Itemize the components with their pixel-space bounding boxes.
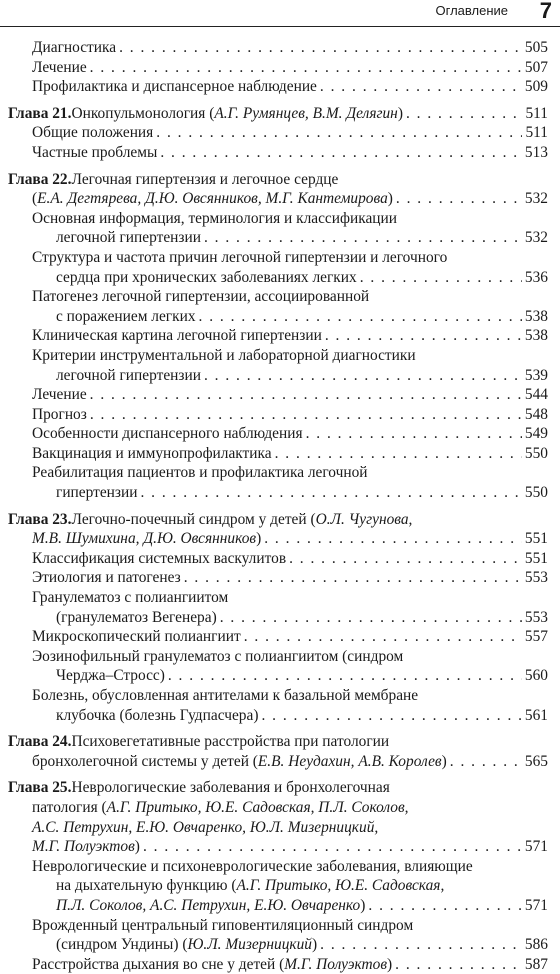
- author-names: Е.В. Неудахин, А.В. Королев: [257, 752, 442, 770]
- toc-page-number: 509: [524, 78, 548, 96]
- chapter-label: Глава 23.: [8, 510, 72, 528]
- toc-page-number: 538: [524, 307, 548, 325]
- dot-leader: [168, 666, 522, 686]
- toc-chapter-entry[interactable]: [8, 104, 548, 124]
- toc-page-number: 586: [524, 936, 548, 954]
- toc-line: [32, 424, 548, 444]
- toc-line: [32, 463, 548, 483]
- toc-section-entry[interactable]: [32, 857, 548, 916]
- toc-section-entry[interactable]: [32, 955, 548, 974]
- entry-title-text: Лечение: [32, 386, 87, 404]
- toc-line: [32, 58, 548, 78]
- toc-section-entry[interactable]: [32, 424, 548, 444]
- toc-line: [32, 588, 548, 608]
- toc-section-entry[interactable]: [32, 123, 548, 143]
- entry-title-text: Профилактика и диспансерное наблюдение: [32, 78, 317, 96]
- toc-line: [32, 647, 548, 667]
- toc-line: [32, 307, 548, 327]
- entry-title-text: патология (: [32, 798, 107, 816]
- chapter-label: Глава 25.: [8, 779, 72, 797]
- toc-line: [32, 248, 548, 268]
- toc-chapter-entry[interactable]: [8, 778, 548, 856]
- entry-title-text: клубочка (болезнь Гудпасчера): [56, 706, 259, 724]
- table-of-contents: [8, 38, 548, 974]
- toc-page-number: 560: [524, 667, 548, 685]
- toc-chapter-entry[interactable]: [8, 170, 548, 209]
- dot-leader: [450, 752, 522, 772]
- author-names: М.В. Шумихина, Д.Ю. Овсянников: [32, 530, 257, 548]
- toc-section-entry[interactable]: [32, 38, 548, 58]
- toc-page-number: 532: [524, 190, 548, 208]
- chapter-label: Глава 24.: [8, 733, 72, 751]
- dot-leader: [406, 104, 523, 124]
- author-names: М.Г. Полуэктов: [284, 955, 388, 973]
- author-names: Е.А. Дегтярева, Д.Ю. Овсянников, М.Г. Кантемирова: [37, 190, 388, 208]
- toc-line: [32, 143, 548, 163]
- toc-section-entry[interactable]: [32, 58, 548, 78]
- toc-page-number: 511: [525, 104, 548, 122]
- toc-section-entry[interactable]: [32, 143, 548, 163]
- toc-section-entry[interactable]: [32, 77, 548, 97]
- toc-page-number: 532: [524, 229, 548, 247]
- toc-section-entry[interactable]: [32, 385, 548, 405]
- toc-page-number: 571: [524, 838, 548, 856]
- toc-page-number: 557: [524, 628, 548, 646]
- entry-title-text: Клиническая картина легочной гипертензии: [32, 327, 322, 345]
- dot-leader: [395, 955, 522, 974]
- toc-section-entry[interactable]: [32, 686, 548, 725]
- dot-leader: [220, 608, 522, 628]
- entry-title-text: Классификация системных васкулитов: [32, 549, 287, 567]
- entry-title-text: Черджа–Стросс): [56, 667, 165, 685]
- dot-leader: [360, 268, 522, 288]
- entry-title-text: Неврологические заболевания и бронхолегочная: [71, 779, 390, 797]
- toc-chapter-entry[interactable]: [8, 510, 548, 549]
- toc-line: [8, 510, 548, 530]
- entry-title-text: Структура и частота причин легочной гипертензии и легочного: [32, 248, 448, 266]
- toc-page-number: 513: [524, 143, 548, 161]
- entry-title-text: Реабилитация пациентов и профилактика легочной: [32, 464, 368, 482]
- dot-leader: [368, 896, 522, 916]
- entry-title-text: Неврологические и психоневрологические заболевания, влияющие: [32, 857, 473, 875]
- entry-title-text: Патогенез легочной гипертензии, ассоциированной: [32, 288, 370, 306]
- toc-section-entry[interactable]: [32, 287, 548, 326]
- toc-page-number: 587: [524, 955, 548, 973]
- toc-section-entry[interactable]: [32, 326, 548, 346]
- toc-line: [32, 405, 548, 425]
- running-title: Оглавление: [435, 3, 508, 18]
- dot-leader: [396, 189, 522, 209]
- toc-section-entry[interactable]: [32, 916, 548, 955]
- toc-page-number: 550: [524, 484, 548, 502]
- dot-leader: [261, 706, 521, 726]
- author-names: П.Л. Соколов, А.С. Петрухин, Е.Ю. Овчаренко: [56, 896, 361, 914]
- chapter-label: Глава 22.: [8, 170, 72, 188]
- entry-title-text: (: [32, 190, 38, 208]
- toc-section-entry[interactable]: [32, 463, 548, 502]
- toc-page-number: 550: [524, 444, 548, 462]
- running-header: [0, 0, 560, 27]
- dot-leader: [160, 143, 522, 163]
- dot-leader: [320, 77, 522, 97]
- toc-page-number: 571: [524, 896, 548, 914]
- entry-title-text: Вакцинация и иммунопрофилактика: [32, 444, 272, 462]
- toc-line: [8, 837, 548, 857]
- toc-page-number: 507: [524, 58, 548, 76]
- toc-page-number: 553: [524, 569, 548, 587]
- toc-section-entry[interactable]: [32, 248, 548, 287]
- dot-leader: [156, 123, 522, 143]
- toc-line: [8, 818, 548, 838]
- toc-line: [32, 228, 548, 248]
- toc-line: [32, 568, 548, 588]
- toc-page-number: 565: [524, 752, 548, 770]
- entry-title-text: Легочно-почечный синдром у детей (: [71, 510, 316, 528]
- toc-line: [32, 955, 548, 974]
- dot-leader: [184, 568, 522, 588]
- toc-section-entry[interactable]: [32, 647, 548, 686]
- toc-line: [32, 876, 548, 896]
- dot-leader: [199, 307, 522, 327]
- entry-title-text: Психовегетативные расстройства при патологии: [71, 733, 390, 751]
- toc-section-entry[interactable]: [32, 209, 548, 248]
- dot-leader: [204, 366, 522, 386]
- toc-line: [32, 366, 548, 386]
- toc-section-entry[interactable]: [32, 444, 548, 464]
- toc-line: [32, 77, 548, 97]
- toc-page-number: 553: [524, 608, 548, 626]
- entry-title-text: Особенности диспансерного наблюдения: [32, 425, 303, 443]
- entry-title-text: сердца при хронических заболеваниях легких: [56, 268, 357, 286]
- toc-line: [8, 529, 548, 549]
- entry-title-text: ): [360, 896, 366, 914]
- page-number: 7: [539, 0, 552, 23]
- entry-title-text: Болезнь, обусловленная антителами к базальной мембране: [32, 687, 419, 704]
- author-names: М.Г. Полуэктов: [32, 838, 135, 856]
- entry-title-text: Прогноз: [32, 405, 87, 423]
- toc-line: [32, 326, 548, 346]
- dot-leader: [320, 935, 522, 955]
- toc-line: [8, 104, 548, 124]
- author-names: А.Г. Притыко, Ю.Е. Садовская, П.Л. Соколов,: [106, 798, 409, 816]
- entry-title-text: Легочная гипертензия и легочное сердце: [71, 170, 339, 188]
- toc-line: [32, 346, 548, 366]
- dot-leader: [90, 58, 522, 78]
- toc-chapter-entry[interactable]: [8, 732, 548, 771]
- dot-leader: [244, 627, 522, 647]
- entry-title-text: ): [134, 838, 140, 856]
- entry-title-text: Эозинофильный гранулематоз с полиангиитом (синдром: [32, 647, 404, 665]
- dot-leader: [204, 228, 522, 248]
- entry-title-text: ): [387, 955, 393, 973]
- dot-leader: [143, 837, 522, 857]
- toc-section-entry[interactable]: [32, 627, 548, 647]
- toc-line: [32, 935, 548, 955]
- toc-line: [32, 916, 548, 936]
- toc-page-number: 549: [524, 425, 548, 443]
- dot-leader: [90, 405, 522, 425]
- toc-line: [32, 287, 548, 307]
- toc-section-entry[interactable]: [32, 549, 548, 569]
- toc-page-number: 551: [524, 530, 548, 548]
- entry-title-text: Этиология и патогенез: [32, 569, 181, 587]
- dot-leader: [289, 549, 522, 569]
- toc-page-number: 505: [524, 39, 548, 56]
- entry-title-text: ): [256, 530, 262, 548]
- toc-line: [32, 268, 548, 288]
- toc-line: [32, 627, 548, 647]
- entry-title-text: Гранулематоз с полиангиитом: [32, 589, 229, 607]
- entry-title-text: ): [311, 936, 318, 954]
- entry-title-text: Диагностика: [32, 39, 117, 56]
- toc-section-entry[interactable]: [32, 588, 548, 627]
- toc-section-entry[interactable]: [32, 405, 548, 425]
- toc-line: [8, 752, 548, 772]
- author-names: А.С. Петрухин, Е.Ю. Овчаренко, Ю.Л. Мизерницкий,: [32, 818, 379, 836]
- toc-section-entry[interactable]: [32, 346, 548, 385]
- toc-line: [32, 608, 548, 628]
- dot-leader: [119, 38, 522, 58]
- entry-title-text: Расстройства дыхания во сне у детей (: [32, 955, 285, 973]
- toc-line: [32, 483, 548, 503]
- entry-title-text: Критерии инструментальной и лабораторной диагностики: [32, 346, 416, 364]
- toc-line: [32, 385, 548, 405]
- toc-line: [32, 896, 548, 916]
- toc-page-number: 538: [524, 327, 548, 345]
- toc-line: [32, 209, 548, 229]
- toc-line: [32, 706, 548, 726]
- chapter-label: Глава 21.: [8, 104, 72, 122]
- entry-title-text: Основная информация, терминология и классификации: [32, 209, 397, 227]
- entry-title-text: ): [387, 190, 393, 208]
- entry-title-text: с поражением легких: [56, 307, 196, 325]
- dot-leader: [140, 483, 521, 503]
- toc-section-entry[interactable]: [32, 568, 548, 588]
- entry-title-text: Общие положения: [32, 124, 154, 142]
- author-names: О.Л. Чугунова,: [315, 510, 413, 528]
- entry-title-text: Онкопульмонология (: [71, 104, 215, 122]
- dot-leader: [90, 385, 522, 405]
- toc-page-number: 539: [524, 366, 548, 384]
- entry-title-text: Врожденный центральный гиповентиляционный синдром: [32, 916, 414, 934]
- toc-line: [8, 732, 548, 752]
- author-names: Ю.Л. Мизерницкий: [187, 936, 312, 954]
- toc-page-number: 548: [524, 405, 548, 423]
- author-names: А.Г. Румянцев, В.М. Делягин: [214, 104, 398, 122]
- dot-leader: [264, 529, 522, 549]
- entry-title-text: бронхолегочной системы у детей (: [32, 752, 258, 770]
- toc-line: [32, 686, 548, 706]
- toc-line: [32, 444, 548, 464]
- toc-page-number: 536: [524, 268, 548, 286]
- toc-line: [32, 666, 548, 686]
- toc-line: [8, 778, 548, 798]
- toc-page-number: 544: [524, 386, 548, 404]
- author-names: А.Г. Притыко, Ю.Е. Садовская,: [236, 877, 445, 895]
- toc-line: [32, 38, 548, 58]
- toc-page-number: 561: [524, 706, 548, 724]
- dot-leader: [325, 326, 522, 346]
- entry-title-text: Частные проблемы: [32, 143, 158, 161]
- toc-line: [8, 798, 548, 818]
- toc-line: [32, 549, 548, 569]
- entry-title-text: (гранулематоз Вегенера): [56, 608, 217, 626]
- entry-title-text: гипертензии: [56, 484, 138, 502]
- toc-page-number: 551: [524, 549, 548, 567]
- entry-title-text: Микроскопический полиангиит: [32, 628, 241, 646]
- entry-title-text: легочной гипертензии: [56, 229, 201, 247]
- toc-page-number: 511: [525, 124, 548, 142]
- entry-title-text: Лечение: [32, 58, 87, 76]
- toc-line: [32, 123, 548, 143]
- toc-line: [32, 857, 548, 877]
- dot-leader: [306, 424, 522, 444]
- toc-line: [8, 170, 548, 190]
- toc-line: [8, 189, 548, 209]
- dot-leader: [275, 444, 522, 464]
- entry-title-text: на дыхательную функцию (: [56, 877, 237, 895]
- entry-title-text: ): [441, 752, 447, 770]
- entry-title-text: легочной гипертензии: [56, 366, 201, 384]
- entry-title-text: (синдром Ундины) (: [56, 936, 188, 954]
- entry-title-text: ): [397, 104, 403, 122]
